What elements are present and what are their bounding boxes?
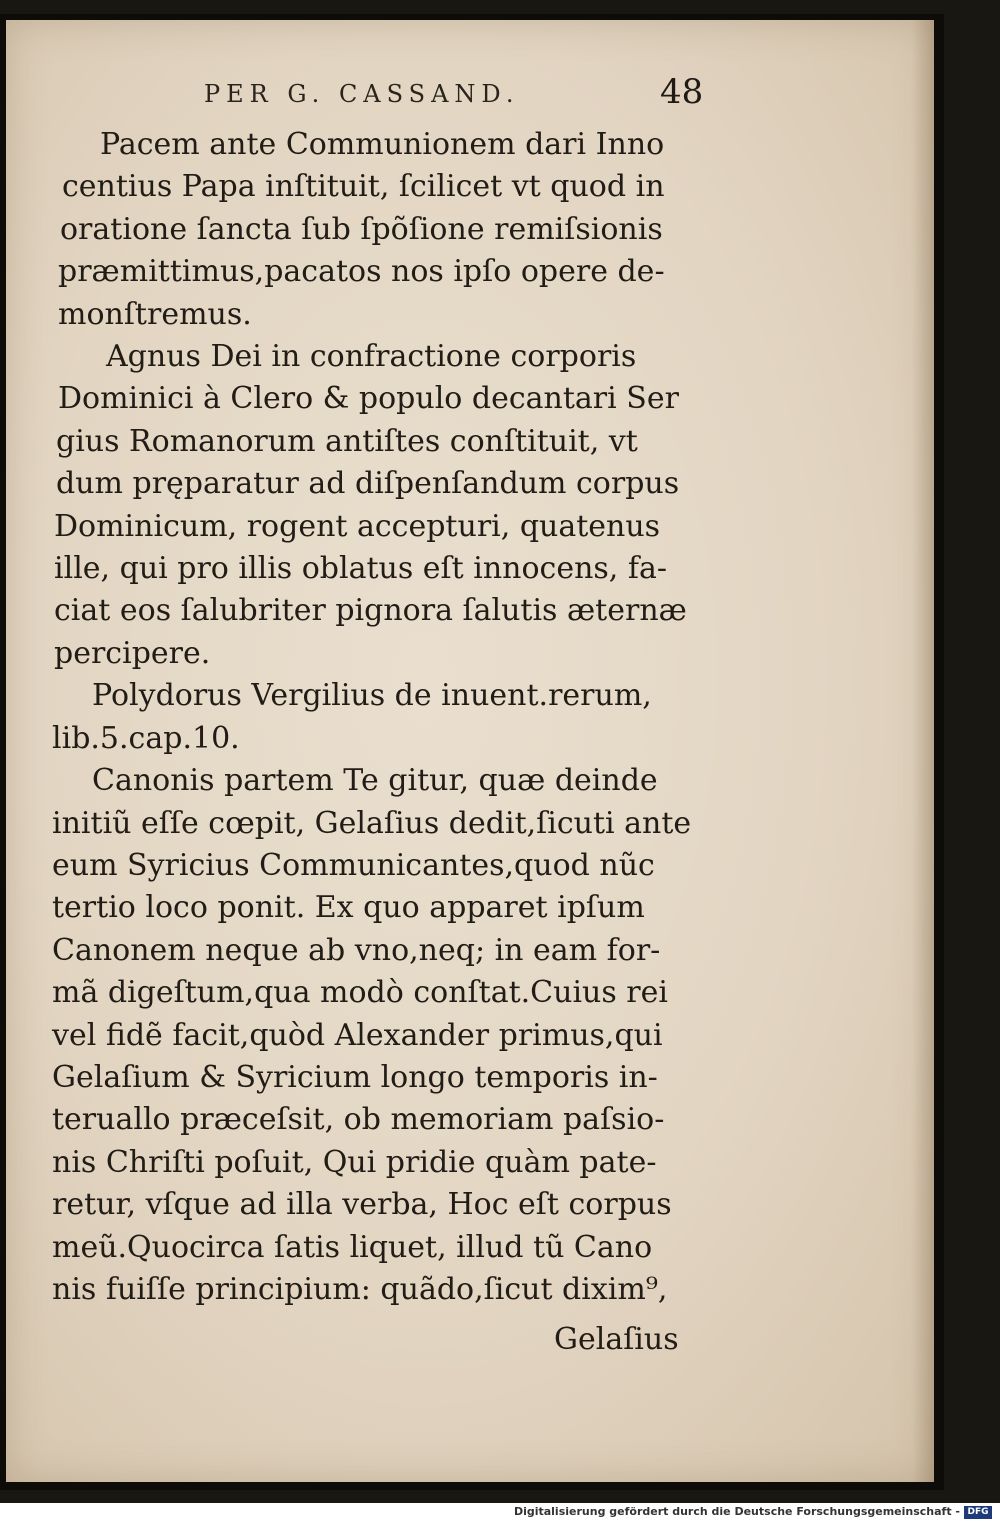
text-line: gius Romanorum antiſtes conſtituit, vt (56, 423, 638, 459)
text-line: ille, qui pro illis oblatus eſt innocens, fa- (54, 551, 667, 587)
text-line: tertio loco ponit. Ex quo apparet ipſum (52, 890, 645, 926)
text-line: Polydorus Vergilius de inuent.rerum, (92, 678, 652, 714)
page-number: 48 (660, 72, 704, 112)
text-line: Canonis partem Te gitur, quæ deinde (92, 763, 658, 799)
text-line: percipere. (54, 635, 211, 671)
dfg-logo: DFG (964, 1506, 992, 1519)
text-line: nis fuiſſe principium: quãdo,ſicut dixim⁹, (52, 1271, 668, 1307)
text-line: Gelaſium & Syricium longo temporis in- (52, 1059, 658, 1095)
text-line: centius Papa inſtituit, ſcilicet vt quod in (62, 169, 665, 205)
text-line: lib.5.cap.10. (52, 720, 240, 756)
text-line: retur, vſque ad illa verba, Hoc eſt corpus (52, 1187, 672, 1223)
text-line: teruallo præceſsit, ob memoriam paſsio- (52, 1102, 665, 1138)
catchword: Gelaſius (554, 1322, 679, 1357)
text-line: oratione ſancta ſub ſpõſione remiſsionis (60, 211, 663, 247)
text-line: præmittimus,pacatos nos ipſo opere de- (58, 254, 665, 290)
text-line: Agnus Dei in confractione corporis (106, 339, 637, 375)
text-line: Dominici à Clero & populo decantari Ser (58, 381, 679, 417)
text-line: ciat eos ſalubriter pignora ſalutis æternæ (54, 593, 687, 629)
text-line: vel fidẽ facit,quòd Alexander primus,qui (52, 1017, 663, 1053)
page-edge-shading (912, 20, 934, 1482)
text-line: mã digeſtum,qua modò conſtat.Cuius rei (52, 975, 668, 1011)
text-line: Canonem neque ab vno,neq; in eam for- (52, 932, 661, 968)
footer-bar (0, 1503, 1000, 1523)
text-line: initiũ eſſe cœpit, Gelaſius dedit,ſicuti ante (52, 805, 692, 841)
text-line: Dominicum, rogent accepturi, quatenus (54, 508, 661, 544)
text-line: nis Chriſti poſuit, Qui pridie quàm pate- (52, 1144, 657, 1180)
text-line: eum Syricius Communicantes,quod nũc (52, 847, 655, 883)
text-line: dum pręparatur ad diſpenſandum corpus (56, 466, 680, 502)
book-page (6, 20, 934, 1482)
body-text (52, 124, 724, 1311)
funding-credit: Digitalisierung gefördert durch die Deutsche Forschungsgemeinschaft - (513, 1505, 960, 1518)
text-line: monſtremus. (58, 296, 252, 332)
text-line: Pacem ante Communionem dari Inno (100, 127, 665, 162)
text-line: meũ.Quocirca ſatis liquet, illud tũ Cano (52, 1229, 653, 1265)
running-head: PER G. CASSAND. (204, 80, 520, 108)
